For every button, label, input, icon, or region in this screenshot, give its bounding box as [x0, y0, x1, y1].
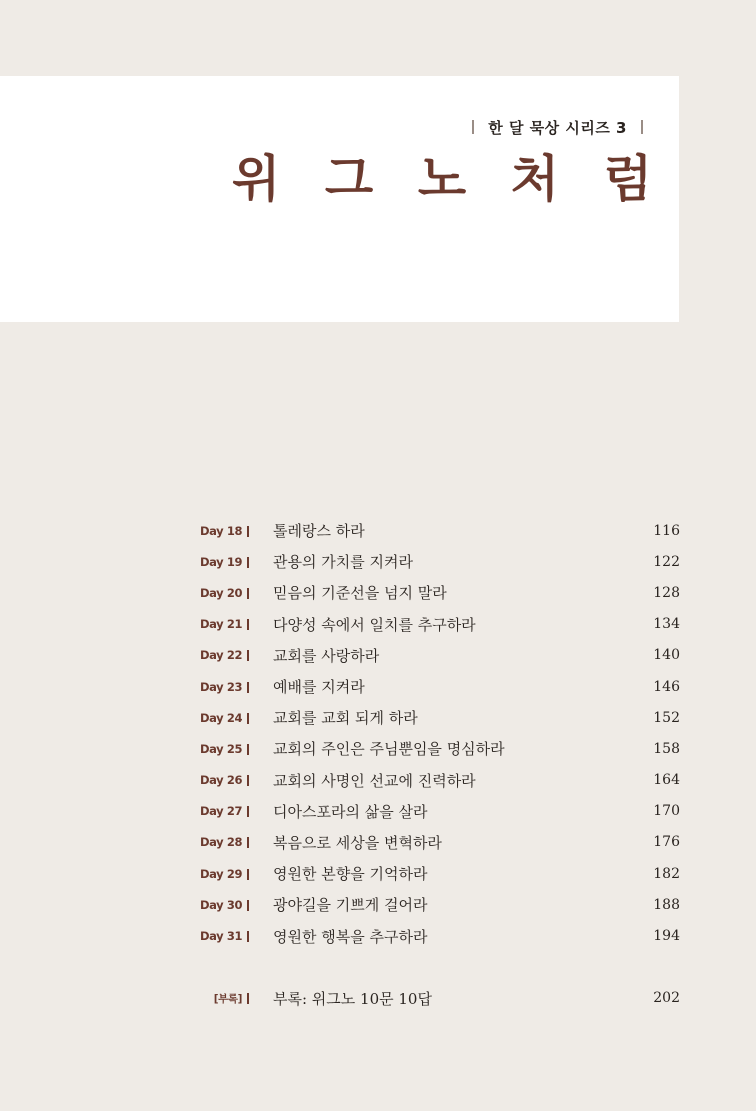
toc-separator: [247, 744, 249, 755]
book-title-char: 처: [510, 150, 560, 208]
toc-entry: [200, 858, 680, 889]
series-bar-left: [472, 120, 474, 134]
series-bar-right: [641, 120, 643, 134]
toc-separator: [247, 619, 249, 630]
toc-page-number: 134: [653, 616, 680, 633]
toc-entry: [200, 577, 680, 608]
toc-day-label: Day 28: [200, 835, 243, 850]
toc-title: 광야길을 기쁘게 걸어라: [273, 896, 428, 915]
toc-page-number: 182: [653, 865, 680, 882]
toc-entry: [200, 671, 680, 702]
book-title-char: 노: [417, 150, 467, 208]
toc-title: 복음으로 세상을 변혁하라: [273, 833, 442, 852]
toc-title: 영원한 행복을 추구하라: [273, 927, 428, 946]
toc-separator: [247, 775, 249, 786]
toc-page-number: 146: [653, 678, 680, 695]
toc-entry: [200, 546, 680, 577]
toc-separator: [247, 900, 249, 911]
toc-appendix-title: 부록: 위그노 10문 10답: [273, 989, 432, 1008]
toc-title: 교회의 사명인 선교에 진력하라: [273, 771, 476, 790]
toc-page-number: 152: [653, 709, 680, 726]
table-of-contents: [200, 515, 680, 1014]
toc-page-number: 170: [653, 803, 680, 820]
toc-title: 믿음의 기준선을 넘지 말라: [273, 584, 447, 603]
toc-entry: [200, 765, 680, 796]
toc-page-number: 140: [653, 647, 680, 664]
toc-page-number: 164: [653, 772, 680, 789]
series-name: 한 달 묵상 시리즈 3: [488, 118, 627, 137]
toc-entry: [200, 609, 680, 640]
toc-entry: [200, 733, 680, 764]
toc-day-label: Day 26: [200, 773, 243, 788]
toc-page-number: 176: [653, 834, 680, 851]
toc-day-label: Day 25: [200, 741, 243, 756]
toc-entry: [200, 889, 680, 920]
toc-entry: [200, 827, 680, 858]
toc-entry: [200, 920, 680, 951]
toc-page-number: 188: [653, 896, 680, 913]
toc-title: 관용의 가치를 지켜라: [273, 553, 413, 572]
toc-separator: [247, 588, 249, 599]
toc-day-label: Day 20: [200, 585, 243, 600]
toc-page-number: 202: [653, 990, 680, 1007]
book-title-char: 럼: [603, 150, 652, 208]
book-title: [232, 148, 652, 210]
toc-page-number: 158: [653, 740, 680, 757]
toc-entry: [200, 640, 680, 671]
toc-title: 교회를 교회 되게 하라: [273, 709, 418, 728]
toc-page-number: 116: [653, 522, 680, 539]
toc-day-label: Day 19: [200, 554, 243, 569]
toc-day-label: Day 21: [200, 617, 243, 632]
toc-appendix-entry: [200, 983, 680, 1014]
toc-day-label: Day 27: [200, 804, 243, 819]
toc-separator: [247, 993, 249, 1004]
toc-separator: [247, 526, 249, 537]
toc-day-label: Day 23: [200, 679, 243, 694]
series-line: [472, 116, 643, 138]
toc-separator: [247, 869, 249, 880]
toc-day-label: Day 22: [200, 648, 243, 663]
toc-separator: [247, 650, 249, 661]
toc-entry: [200, 796, 680, 827]
toc-title: 교회를 사랑하라: [273, 646, 380, 665]
toc-appendix-label: [부록]: [213, 992, 242, 1005]
toc-day-label: Day 18: [200, 523, 243, 538]
toc-separator: [247, 806, 249, 817]
toc-title: 다양성 속에서 일치를 추구하라: [273, 615, 476, 634]
toc-page-number: 128: [653, 584, 680, 601]
toc-entry: [200, 515, 680, 546]
title-panel: [0, 76, 679, 322]
toc-separator: [247, 682, 249, 693]
toc-day-label: Day 29: [200, 866, 243, 881]
book-title-char: 그: [324, 150, 374, 208]
toc-page-number: 122: [653, 553, 680, 570]
toc-separator: [247, 713, 249, 724]
toc-entry: [200, 702, 680, 733]
book-title-char: 위: [232, 150, 281, 208]
toc-title: 디아스포라의 삶을 살라: [273, 802, 428, 821]
toc-day-label: Day 24: [200, 710, 243, 725]
toc-separator: [247, 557, 249, 568]
toc-separator: [247, 837, 249, 848]
toc-title: 교회의 주인은 주님뿐임을 명심하라: [273, 740, 505, 759]
toc-page-number: 194: [653, 928, 680, 945]
toc-title: 예배를 지켜라: [273, 678, 365, 697]
toc-day-label: Day 30: [200, 897, 243, 912]
toc-day-label: Day 31: [200, 929, 243, 944]
toc-title: 톨레랑스 하라: [273, 522, 365, 541]
toc-title: 영원한 본향을 기억하라: [273, 865, 428, 884]
toc-separator: [247, 931, 249, 942]
